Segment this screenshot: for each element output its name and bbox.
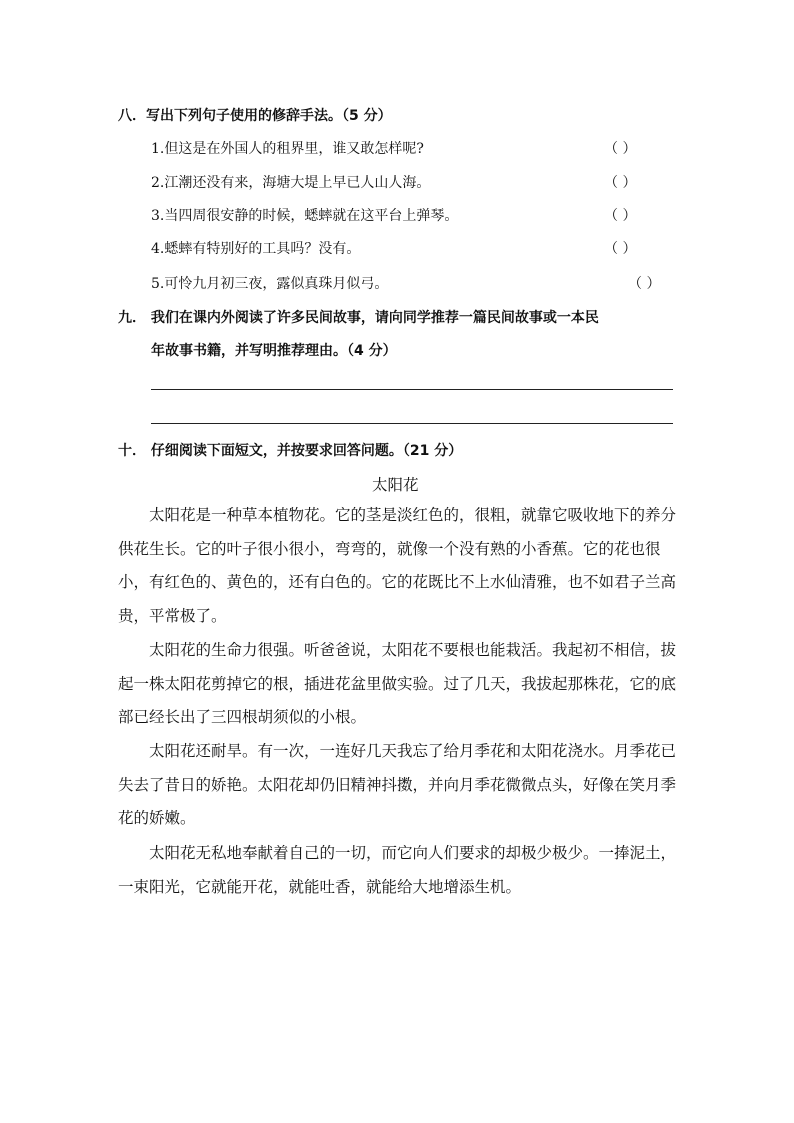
q8-answer-blank-2[interactable]: （ ） (604, 175, 637, 191)
q9-heading-line1: 九． 我们在课内外阅读了许多民间故事，请向同学推荐一篇民间故事或一本民 (118, 310, 599, 326)
q8-answer-blank-5[interactable]: （ ） (628, 276, 661, 292)
q8-item-5: 5.可怜九月初三夜，露似真珠月似弓。 (151, 276, 389, 292)
passage-paragraph-3: 太阳花还耐旱。有一次，一连好几天我忘了给月季花和太阳花浇水。月季花已失去了昔日的娇艳。太阳花却仍旧精神抖擞，并向月季花微微点头，好像在笑月季花的娇嫩。 (118, 742, 677, 827)
q9-answer-line-2[interactable] (151, 423, 673, 424)
passage-paragraph-4: 太阳花无私地奉献着自己的一切，而它向人们要求的却极少极少。一捧泥土，一束阳光，它就能开花，就能吐香，就能给大地增添生机。 (118, 844, 677, 896)
passage-paragraph-1: 太阳花是一种草本植物花。它的茎是淡红色的，很粗，就靠它吸收地下的养分供花生长。它的叶子很小很小，弯弯的，就像一个没有熟的小香蕉。它的花也很小，有红色的、黄色的，还有白色的。它的花既比不上水仙清雅，也不如君子兰高贵，平常极了。 (118, 506, 677, 625)
q9-answer-line-1[interactable] (151, 389, 673, 390)
q8-answer-blank-3[interactable]: （ ） (604, 208, 637, 224)
q8-answer-blank-1[interactable]: （ ） (604, 141, 637, 157)
q8-answer-blank-4[interactable]: （ ） (604, 241, 637, 257)
q10-heading: 十． 仔细阅读下面短文，并按要求回答问题。（21 分） (118, 443, 463, 459)
q9-heading-line2: 年故事书籍，并写明推荐理由。（4 分） (151, 343, 397, 359)
q8-heading: 八．写出下列句子使用的修辞手法。（5 分） (118, 108, 392, 124)
q8-item-1: 1.但这是在外国人的租界里，谁又敢怎样呢? (151, 141, 424, 157)
passage-paragraph-2: 太阳花的生命力很强。听爸爸说，太阳花不要根也能栽活。我起初不相信，拔起一株太阳花剪掉它的根，插进花盆里做实验。过了几天，我拔起那株花，它的底部已经长出了三四根胡须似的小根。 (118, 641, 677, 726)
q8-item-4: 4.蟋蟀有特别好的工具吗？没有。 (151, 241, 361, 257)
q8-item-3: 3.当四周很安静的时候，蟋蟀就在这平台上弹琴。 (151, 208, 459, 224)
q8-item-2: 2.江潮还没有来，海塘大堤上早已人山人海。 (151, 175, 431, 191)
passage-title: 太阳花 (372, 476, 419, 494)
